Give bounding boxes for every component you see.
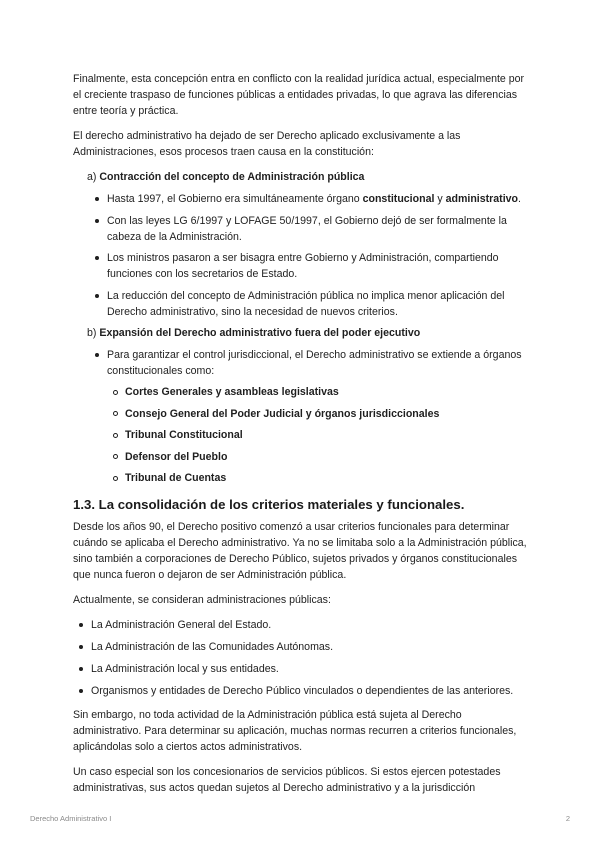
subsection-prefix: b) <box>87 327 100 339</box>
list-item: Tribunal de Cuentas <box>125 470 528 486</box>
paragraph: Actualmente, se consideran administraciones públicas: <box>73 594 331 606</box>
list-item: Tribunal Constitucional <box>125 427 528 443</box>
list-item: La Administración General del Estado. <box>91 617 528 633</box>
list-item: Organismos y entidades de Derecho Público vinculados o dependientes de las anteriores. <box>91 683 528 699</box>
page-footer <box>30 811 570 827</box>
bullet-list <box>107 347 528 486</box>
paragraph: El derecho administrativo ha dejado de ser Derecho aplicado exclusivamente a las Administraciones, esos procesos traen causa en la constitución: <box>73 130 461 158</box>
paragraph: Sin embargo, no toda actividad de la Administración pública está sujeta al Derecho administrativo. Para determinar su aplicación, muchas normas recurren a criterios funcionales, aplicándolas solo a ciertos actos administrativos. <box>73 709 517 753</box>
list-item: Para garantizar el control jurisdiccional, el Derecho administrativo se extiende a órganos constitucionales como: Cortes Generales y asambleas legislativas Consejo General del Poder Judicial y órganos jurisdiccionales Tribunal Constitucional Defensor del Pueblo Tribunal de Cuentas <box>107 347 528 486</box>
subsection-heading-b <box>87 325 528 341</box>
paragraph: Finalmente, esta concepción entra en conflicto con la realidad jurídica actual, especialmente por el creciente traspaso de funciones públicas a entidades privadas, lo que agrava las diferencias entre teoría y práctica. <box>73 73 525 117</box>
subsection-heading-a <box>87 169 528 185</box>
list-item: La Administración local y sus entidades. <box>91 661 528 677</box>
bullet-list <box>91 617 528 699</box>
list-item: La Administración de las Comunidades Autónomas. <box>91 639 528 655</box>
nested-list <box>125 384 528 486</box>
list-item: Con las leyes LG 6/1997 y LOFAGE 50/1997, el Gobierno dejó de ser formalmente la cabeza de la Administración. <box>107 213 528 245</box>
subsection-title: Expansión del Derecho administrativo fuera del poder ejecutivo <box>99 327 421 339</box>
list-item: Defensor del Pueblo <box>125 449 528 465</box>
list-item: Consejo General del Poder Judicial y órganos jurisdiccionales <box>125 406 528 422</box>
paragraph: Un caso especial son los concesionarios de servicios públicos. Si estos ejercen potestades administrativas, sus actos quedan sujetos al Derecho administrativo y a la jurisdicción <box>73 766 501 794</box>
page-number: 2 <box>565 814 570 823</box>
footer-title: Derecho Administrativo I <box>30 814 112 823</box>
bullet-list <box>107 191 528 320</box>
list-item: Cortes Generales y asambleas legislativas <box>125 384 528 400</box>
list-item: Los ministros pasaron a ser bisagra entre Gobierno y Administración, compartiendo funciones con los secretarios de Estado. <box>107 250 528 282</box>
subsection-prefix: a) <box>87 171 100 183</box>
list-item: Hasta 1997, el Gobierno era simultáneamente órgano constitucional y administrativo. <box>107 191 528 207</box>
subsection-title: Contracción del concepto de Administración pública <box>99 171 365 183</box>
paragraph: Desde los años 90, el Derecho positivo comenzó a usar criterios funcionales para determinar cuándo se aplicaba el Derecho administrativo. Ya no se limitaba solo a la Administración pública, sino también a corporaciones de Derecho Público, sujetos privados y órganos constitucionales que nunca fueron o dejaron de ser Administración pública. <box>73 521 527 581</box>
section-heading: 1.3. La consolidación de los criterios materiales y funcionales. <box>73 497 465 512</box>
list-item: La reducción del concepto de Administración pública no implica menor aplicación del Derecho administrativo, sino la necesidad de nuevos criterios. <box>107 288 528 320</box>
page-content <box>73 71 528 805</box>
